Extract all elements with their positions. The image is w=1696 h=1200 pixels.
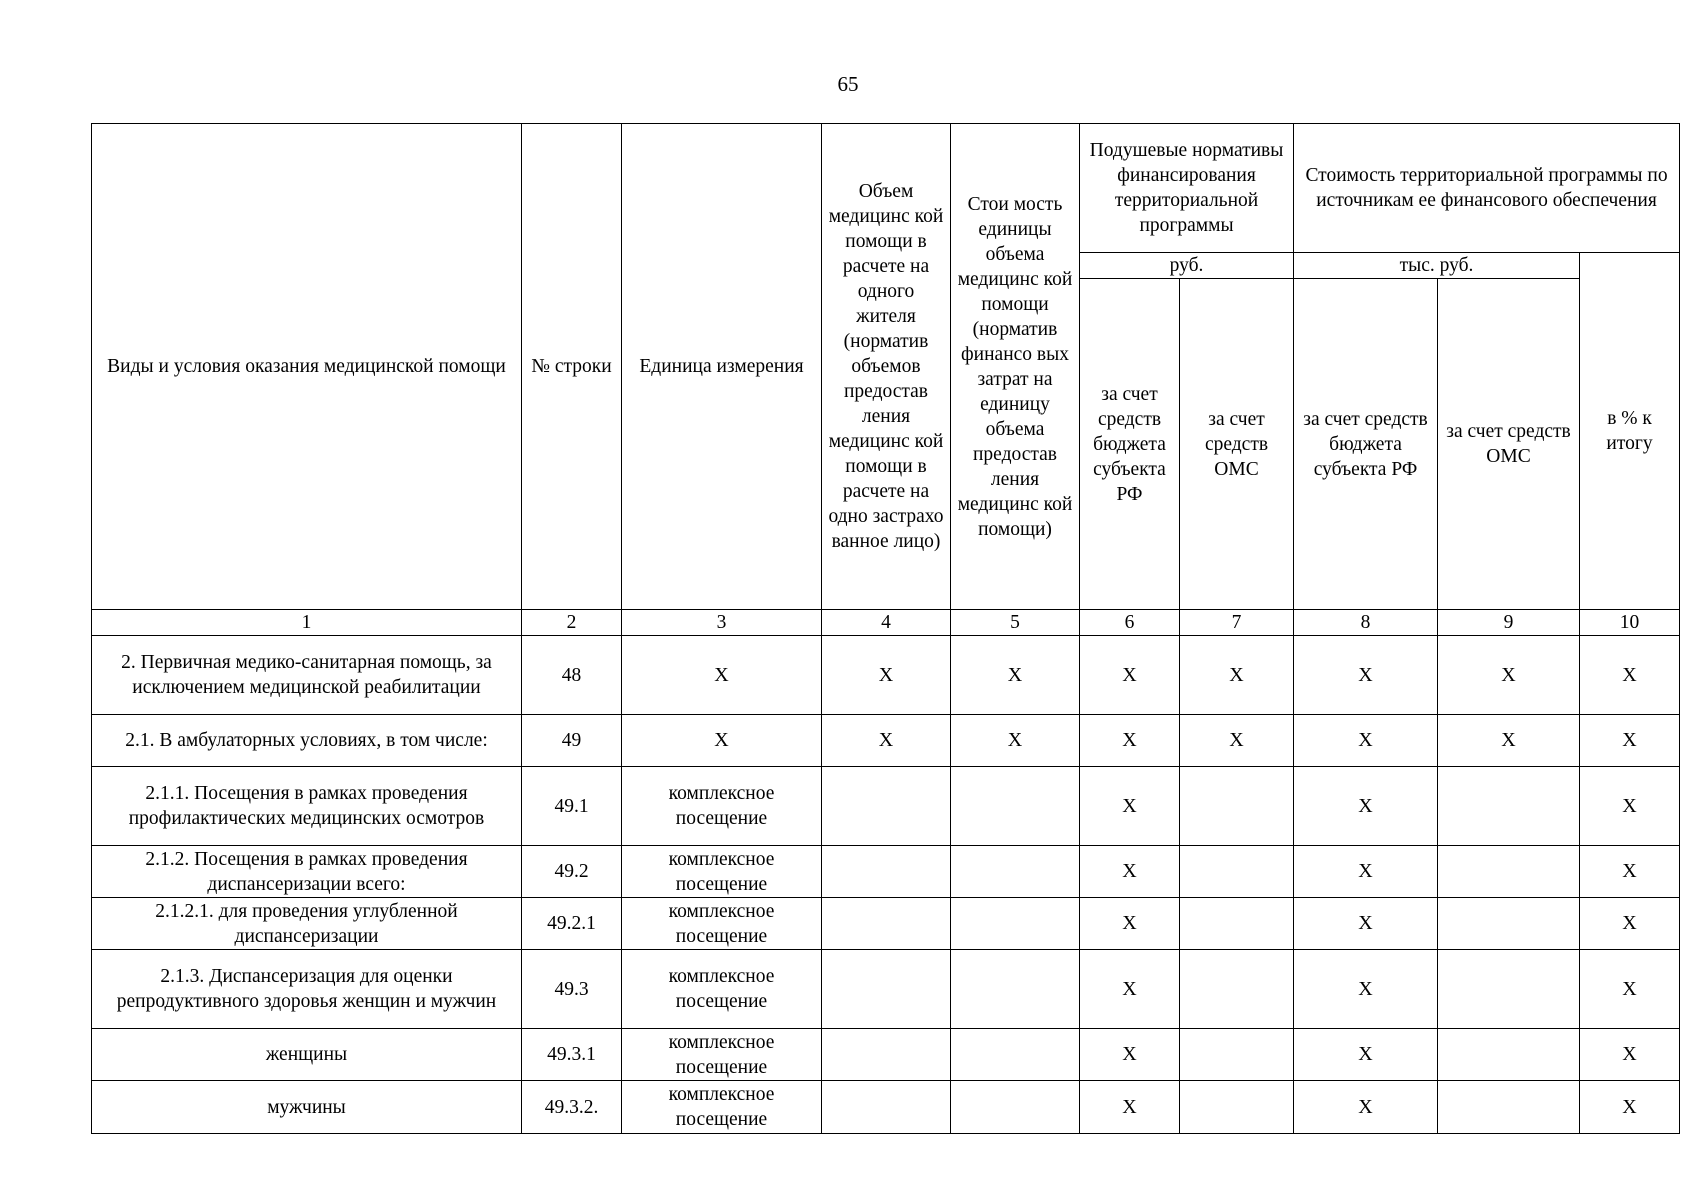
column-number: 10 (1580, 610, 1680, 636)
row-col8-cell: X (1294, 767, 1438, 846)
row-col9-cell (1438, 846, 1580, 898)
header-unit-rub: руб. (1080, 253, 1294, 279)
row-name-cell: 2.1.2. Посещения в рамках проведения диспансеризации всего: (92, 846, 522, 898)
header-col9-oms: за счет средств ОМС (1438, 279, 1580, 610)
row-line-cell: 49.1 (522, 767, 622, 846)
row-col10-cell: X (1580, 1081, 1680, 1134)
row-name-cell: 2.1.3. Диспансеризация для оценки репродуктивного здоровья женщин и мужчин (92, 950, 522, 1029)
row-unit-cost-cell: X (951, 715, 1080, 767)
row-col7-cell: X (1180, 636, 1294, 715)
row-name-cell: 2.1. В амбулаторных условиях, в том числе: (92, 715, 522, 767)
table-header (92, 124, 1680, 636)
row-volume-cell (822, 846, 951, 898)
header-col6-budget: за счет средств бюджета субъекта РФ (1080, 279, 1180, 610)
header-col10-percent: в % к итогу (1580, 253, 1680, 610)
row-name-cell: женщины (92, 1029, 522, 1081)
row-col6-cell: X (1080, 636, 1180, 715)
row-line-cell: 49.3.2. (522, 1081, 622, 1134)
row-col10-cell: X (1580, 715, 1680, 767)
row-unit-cost-cell (951, 898, 1080, 950)
row-col7-cell (1180, 846, 1294, 898)
row-col9-cell (1438, 1029, 1580, 1081)
row-unit-cost-cell (951, 846, 1080, 898)
column-number: 7 (1180, 610, 1294, 636)
row-col10-cell: X (1580, 767, 1680, 846)
row-unit-cell: комплексное посещение (622, 1029, 822, 1081)
row-volume-cell (822, 1029, 951, 1081)
row-col6-cell: X (1080, 898, 1180, 950)
table-row (92, 715, 1680, 767)
row-col9-cell: X (1438, 636, 1580, 715)
row-col8-cell: X (1294, 636, 1438, 715)
row-col7-cell (1180, 767, 1294, 846)
header-col2-line-number: № строки (522, 124, 622, 610)
row-col10-cell: X (1580, 950, 1680, 1029)
row-col7-cell: X (1180, 715, 1294, 767)
row-line-cell: 49.3.1 (522, 1029, 622, 1081)
table-row (92, 898, 1680, 950)
row-col6-cell: X (1080, 1081, 1180, 1134)
column-numbers-row (92, 610, 1680, 636)
page-number: 65 (837, 72, 859, 96)
row-col7-cell (1180, 1029, 1294, 1081)
row-unit-cell: комплексное посещение (622, 767, 822, 846)
row-volume-cell: X (822, 715, 951, 767)
column-number: 2 (522, 610, 622, 636)
row-unit-cell: комплексное посещение (622, 1081, 822, 1134)
row-name-cell: 2. Первичная медико-санитарная помощь, за исключением медицинской реабилитации (92, 636, 522, 715)
header-col4-volume: Объем медицинс кой помощи в расчете на одного жителя (норматив объемов предостав ления медицинс кой помощи в расчете на одно застрахо ванное лицо) (822, 124, 951, 610)
row-col9-cell (1438, 767, 1580, 846)
row-col10-cell: X (1580, 846, 1680, 898)
column-number: 6 (1080, 610, 1180, 636)
column-number: 1 (92, 610, 522, 636)
table-body (92, 636, 1680, 1134)
row-unit-cell: X (622, 715, 822, 767)
row-col10-cell: X (1580, 636, 1680, 715)
row-line-cell: 49.2.1 (522, 898, 622, 950)
row-volume-cell (822, 1081, 951, 1134)
row-unit-cell: комплексное посещение (622, 898, 822, 950)
header-col1-kinds-conditions: Виды и условия оказания медицинской помощи (92, 124, 522, 610)
row-col8-cell: X (1294, 1081, 1438, 1134)
row-col10-cell: X (1580, 1029, 1680, 1081)
column-number: 4 (822, 610, 951, 636)
row-col9-cell (1438, 1081, 1580, 1134)
program-cost-table (91, 123, 1680, 1134)
row-volume-cell: X (822, 636, 951, 715)
row-name-cell: мужчины (92, 1081, 522, 1134)
header-col7-oms: за счет средств ОМС (1180, 279, 1294, 610)
row-unit-cell: комплексное посещение (622, 950, 822, 1029)
row-volume-cell (822, 767, 951, 846)
row-unit-cost-cell: X (951, 636, 1080, 715)
row-col9-cell: X (1438, 715, 1580, 767)
row-unit-cost-cell (951, 1081, 1080, 1134)
row-col8-cell: X (1294, 950, 1438, 1029)
table-row (92, 950, 1680, 1029)
row-col9-cell (1438, 950, 1580, 1029)
row-col6-cell: X (1080, 950, 1180, 1029)
column-number: 9 (1438, 610, 1580, 636)
row-col7-cell (1180, 950, 1294, 1029)
row-col10-cell: X (1580, 898, 1680, 950)
row-col6-cell: X (1080, 767, 1180, 846)
row-col6-cell: X (1080, 846, 1180, 898)
row-line-cell: 48 (522, 636, 622, 715)
row-unit-cost-cell (951, 767, 1080, 846)
row-name-cell: 2.1.1. Посещения в рамках проведения профилактических медицинских осмотров (92, 767, 522, 846)
row-col8-cell: X (1294, 898, 1438, 950)
row-unit-cell: комплексное посещение (622, 846, 822, 898)
header-group-per-capita: Подушевые нормативы финансирования территориальной программы (1080, 124, 1294, 253)
header-col5-unit-cost: Стои мость единицы объема медицинс кой помощи (норматив финансо вых затрат на единицу объема предостав ления медицинс кой помощи) (951, 124, 1080, 610)
row-col8-cell: X (1294, 1029, 1438, 1081)
header-unit-thousand-rub: тыс. руб. (1294, 253, 1580, 279)
row-col7-cell (1180, 898, 1294, 950)
table-row (92, 636, 1680, 715)
row-col8-cell: X (1294, 846, 1438, 898)
row-col6-cell: X (1080, 715, 1180, 767)
row-col8-cell: X (1294, 715, 1438, 767)
row-col6-cell: X (1080, 1029, 1180, 1081)
row-unit-cell: X (622, 636, 822, 715)
header-col8-budget: за счет средств бюджета субъекта РФ (1294, 279, 1438, 610)
row-line-cell: 49.2 (522, 846, 622, 898)
header-col3-unit: Единица измерения (622, 124, 822, 610)
row-name-cell: 2.1.2.1. для проведения углубленной диспансеризации (92, 898, 522, 950)
row-col7-cell (1180, 1081, 1294, 1134)
header-group-program-cost: Стоимость территориальной программы по источникам ее финансового обеспечения (1294, 124, 1680, 253)
table-row (92, 767, 1680, 846)
row-volume-cell (822, 898, 951, 950)
row-line-cell: 49 (522, 715, 622, 767)
column-number: 3 (622, 610, 822, 636)
row-volume-cell (822, 950, 951, 1029)
row-unit-cost-cell (951, 1029, 1080, 1081)
table-row (92, 846, 1680, 898)
table-row (92, 1029, 1680, 1081)
row-line-cell: 49.3 (522, 950, 622, 1029)
table-row (92, 1081, 1680, 1134)
row-unit-cost-cell (951, 950, 1080, 1029)
column-number: 5 (951, 610, 1080, 636)
row-col9-cell (1438, 898, 1580, 950)
column-number: 8 (1294, 610, 1438, 636)
